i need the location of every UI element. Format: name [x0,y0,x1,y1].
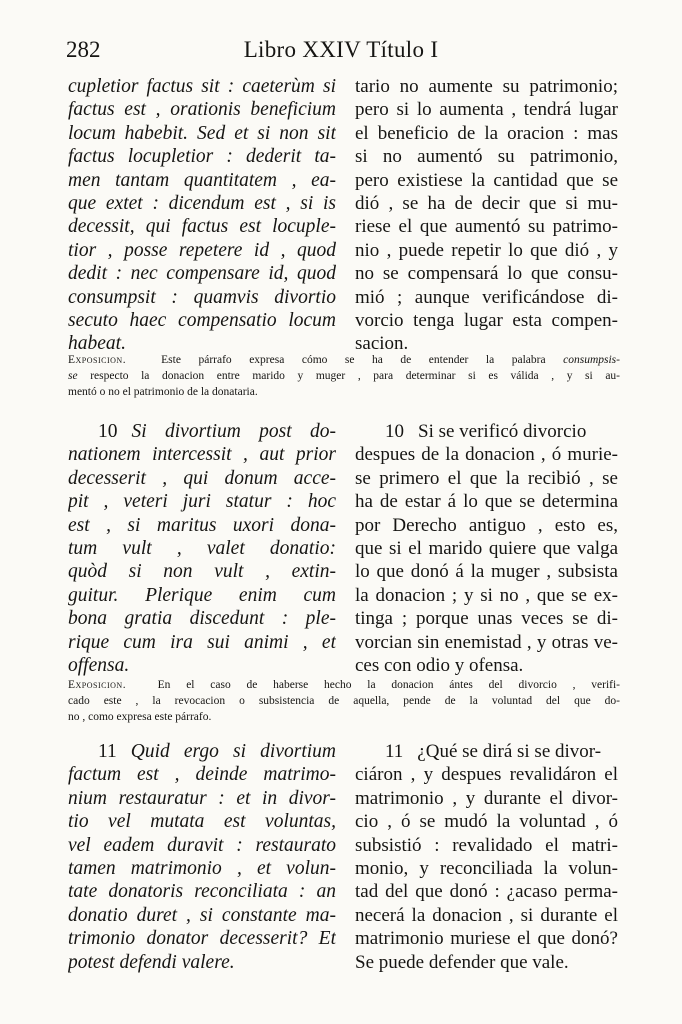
latin-line-text: Quid ergo si divortium [130,741,336,762]
exposicion-line: mentó o no el patrimonio de la donataria. [68,386,258,398]
latin-column-block-2 [68,420,336,677]
exposicion-note-1 [68,352,620,400]
spanish-column-block-3 [355,740,618,974]
exposicion-text: En el caso de haberse hecho la donacion ántes del divorcio , verifi- [157,679,620,691]
latin-line: men tantam quantitatem , ea- [68,169,336,191]
latin-line: guitur. Plerique enim cum [68,584,336,606]
spanish-line: matrimonio , y durante el divor- [355,787,618,809]
latin-line: tio vel mutata est voluntas, [68,811,336,833]
latin-line: tamen matrimonio , et volun- [68,857,336,879]
spanish-line: tinga ; porque unas veces se di- [355,608,618,630]
latin-column-block-3 [68,740,336,974]
latin-line [68,740,336,763]
latin-line: que extet : dicendum est , si is [68,192,336,214]
latin-line: cupletior factus sit : caeterùm si [68,76,336,97]
latin-column-block-1 [68,75,336,356]
latin-line: decesserit , qui donum acce- [68,467,336,489]
latin-line: rique cum ira sui animi , et [68,631,336,653]
exposicion-text: respecto la donacion entre marido y muger , para determinar si es válida , y si au- [90,370,620,382]
spanish-line: Se puede defender que vale. [355,951,569,973]
exposicion-italic-term: se [68,370,78,382]
page-number: 282 [66,37,101,62]
spanish-line: el beneficio de la oracion : mas [355,122,618,144]
spanish-line: necerá la donacion , si durante el [355,904,618,926]
latin-line: pit , veteri juri statur : hoc [68,491,336,513]
latin-line: potest defendi valere. [68,951,235,973]
spanish-line [355,420,618,443]
spanish-line: cio , ó se mudó la voluntad , ó [355,811,618,833]
running-title: Libro XXIV Título I [243,37,439,62]
latin-line [68,420,336,443]
spanish-line: la donacion ; y si no , que se ex- [355,584,618,606]
spanish-line: despues de la donacion , ó murie- [355,444,618,466]
latin-line: donatio duret , si constante ma- [68,904,336,926]
spanish-line-text: Si se verificó divorcio [418,421,587,442]
latin-line: decessit, qui factus est locuple- [68,216,336,238]
spanish-line: ces con odio y ofensa. [355,654,524,676]
spanish-line: por Derecho antiguo , esto es, [355,514,618,536]
latin-line: tate donatoris reconciliata : an [68,881,336,903]
latin-line-text: Si divortium post do- [131,421,336,442]
exposicion-line [68,677,620,693]
latin-line: est , si maritus uxori dona- [68,514,336,536]
spanish-line: pero si lo aumenta , tendrá lugar [355,99,618,121]
spanish-line: vorcio tenga lugar esta compen- [355,309,618,331]
latin-line: bona gratia discedunt : ple- [68,608,336,630]
exposicion-line: no , como expresa este párrafo. [68,711,212,723]
spanish-line: vorcian sin enemistad , y otras ve- [355,631,618,653]
spanish-line: se primero el que la recibió , se [355,467,618,489]
latin-line: tum vult , valet donatio: [68,537,336,559]
latin-line: quòd si non vult , extin- [68,561,336,583]
latin-line: vel eadem duravit : restaurato [68,834,336,856]
latin-line: nium restauratur : et in divor- [68,787,336,809]
latin-line: habeat. [68,333,126,355]
spanish-column-block-2 [355,420,618,677]
spanish-line: ciáron , y despues revalidáron el [355,764,618,786]
spanish-column-block-1 [355,75,618,356]
spanish-line: mió ; aunque verificándose di- [355,286,618,308]
latin-line: factus locupletior : dederit ta- [68,146,336,168]
latin-line: locum habebit. Sed et si non sit [68,122,336,144]
spanish-line: tad del que donó : ¿acaso perma- [355,881,618,903]
latin-line: factus est , orationis beneficium [68,99,336,121]
spanish-line: sacion. [355,333,409,355]
spanish-line-text: ¿Qué se dirá si se divor- [417,741,602,762]
spanish-line: matrimonio muriese el que donó? [355,928,618,950]
latin-line: factum est , deinde matrimo- [68,764,336,786]
latin-line: tior , posse repetere id , quod [68,239,336,261]
exposicion-line [68,368,620,384]
spanish-line: riese el que aumentó su patrimo- [355,216,618,238]
spanish-line: lo que donó á la muger , subsista [355,561,618,583]
latin-line: consumpsit : quamvis divortio [68,286,336,308]
spanish-line: nio , puede repetir lo que dió , y [355,239,618,261]
spanish-line: monio, y reconciliada la volun- [355,857,618,879]
spanish-line: si no aumentó su patrimonio, [355,146,618,168]
spanish-line: que si el marido quiere que valga [355,537,618,559]
paragraph-number: 11 [385,741,404,762]
latin-line: trimonio donator decesserit? Et [68,928,336,950]
exposicion-line: cado este , la revocacion o subsistencia de aquella, pende de la voluntad del que do- [68,695,620,707]
exposicion-text: Este párrafo expresa cómo se ha de entender la palabra [161,354,546,366]
spanish-line: subsistió : revalidado el matri- [355,834,618,856]
latin-line: secuto haec compensatio locum [68,309,336,331]
page-header [0,37,682,67]
exposicion-note-2 [68,677,620,725]
exposicion-italic-term: consumpsis- [563,354,620,366]
spanish-line: no se compensará lo que consu- [355,263,618,285]
exposicion-label: Exposicion. [68,679,127,691]
spanish-line: ha de estar á lo que se determina [355,491,618,513]
spanish-line [355,740,618,763]
paragraph-number: 10 [385,421,404,442]
exposicion-line [68,352,620,368]
latin-line: nationem intercessit , aut prior [68,444,336,466]
latin-line: dedit : nec compensare id, quod [68,263,336,285]
paragraph-number: 11 [98,741,117,762]
paragraph-number: 10 [98,421,118,442]
spanish-line: pero existiese la cantidad que se [355,169,618,191]
spanish-line: tario no aumente su patrimonio; [355,76,618,97]
latin-line: offensa. [68,654,130,676]
exposicion-label: Exposicion. [68,354,127,366]
spanish-line: dió , se ha de decir que si mu- [355,192,618,214]
